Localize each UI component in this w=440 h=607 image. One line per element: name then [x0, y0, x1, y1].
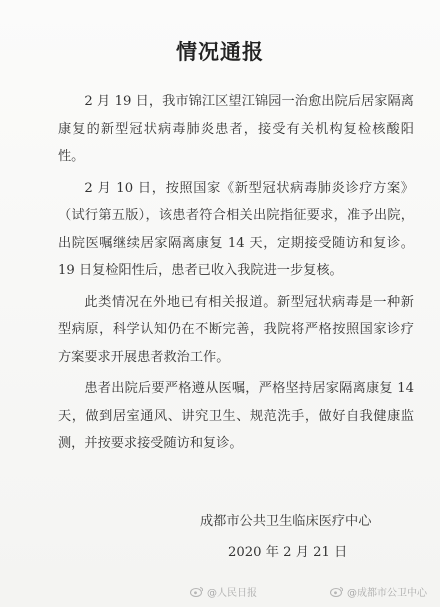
paragraph-2: 2 月 10 日，按照国家《新型冠状病毒肺炎诊疗方案》（试行第五版），该患者符合相关出院指征要求，准予出院，出院医嘱继续居家隔离康复 14 天，定期接受随访和复诊。19 日复检阳性后，患者已收入我院进一步复核。 [58, 180, 414, 278]
paragraph-1: 2 月 19 日，我市锦江区望江锦园一治愈出院后居家隔离康复的新型冠状病毒肺炎患者，接受有关机构复检核酸阳性。 [58, 94, 414, 164]
paragraph-3: 此类情况在外地已有相关报道。新型冠状病毒是一种新型病原，科学认知仍在不断完善，我院将严格按照国家诊疗方案要求开展患者救治工作。 [58, 294, 414, 365]
weibo-logo-icon [190, 586, 204, 597]
weibo-logo-icon [330, 586, 344, 597]
signature-organization: 成都市公共卫生临床医疗中心 [200, 514, 372, 529]
watermark-right-text: @成都市公卫中心 [347, 588, 427, 599]
document-body [58, 88, 414, 462]
document-title: 情况通报 [176, 40, 264, 64]
watermark-left-text: @人民日报 [207, 588, 257, 599]
paragraph-4: 患者出院后要严格遵从医嘱，严格坚持居家隔离康复 14 天，做到居室通风、讲究卫生、规范洗手，做好自我健康监测，并按要求接受随访和复诊。 [58, 381, 414, 451]
watermark-left [190, 584, 257, 599]
signature-block [190, 506, 400, 568]
watermark-right [330, 584, 427, 599]
signature-date: 2020 年 2 月 21 日 [228, 545, 348, 560]
